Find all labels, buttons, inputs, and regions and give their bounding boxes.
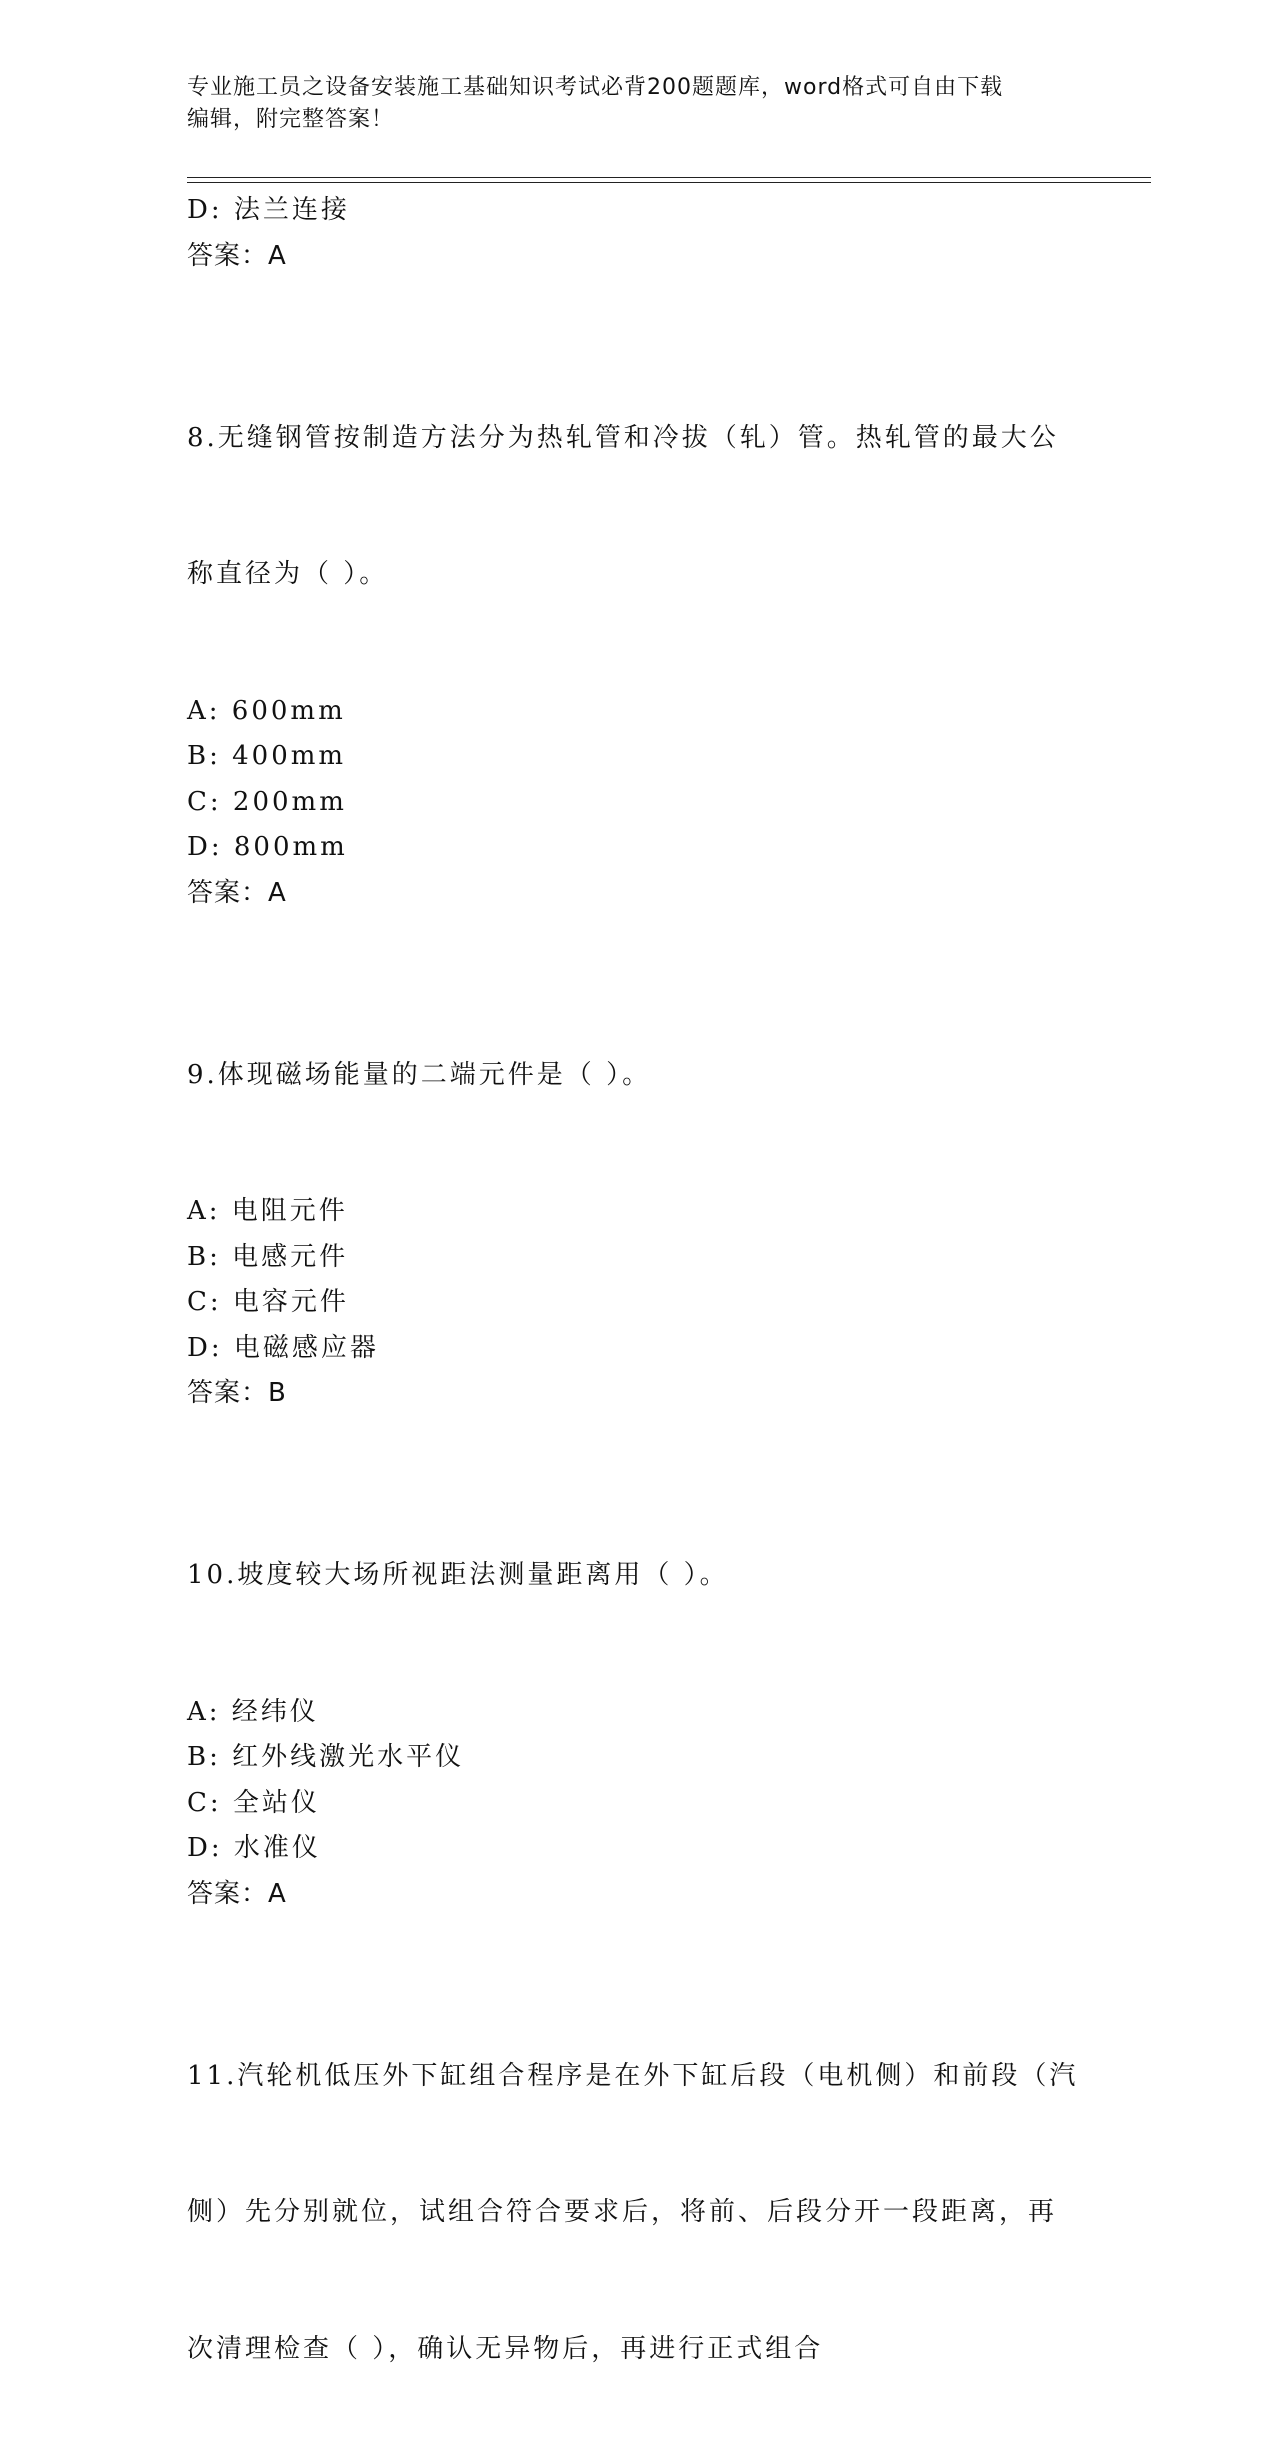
option-a: A: 经纬仪 bbox=[187, 1690, 1087, 1736]
spacer bbox=[187, 279, 1087, 325]
question-list bbox=[187, 188, 1087, 2463]
answer: 答案：B bbox=[187, 1371, 1087, 1417]
question-text-line: 称直径为（ ）。 bbox=[187, 552, 1087, 598]
question-text bbox=[187, 1963, 1087, 2463]
question-text-line: 8.无缝钢管按制造方法分为热轧管和冷拔（轧）管。热轧管的最大公 bbox=[187, 416, 1087, 462]
question-11 bbox=[187, 1963, 1087, 2463]
option-b: B: 电感元件 bbox=[187, 1235, 1087, 1281]
answer: 答案：A bbox=[187, 1872, 1087, 1918]
option-b: B: 红外线激光水平仪 bbox=[187, 1735, 1087, 1781]
question-text-line: 次清理检查（ ），确认无异物后，再进行正式组合 bbox=[187, 2327, 1087, 2373]
prev-answer: 答案：A bbox=[187, 234, 1087, 280]
header-divider-bottom bbox=[187, 182, 1151, 183]
option-d: D: 800mm bbox=[187, 825, 1087, 871]
answer: 答案：A bbox=[187, 871, 1087, 917]
option-c: C: 电容元件 bbox=[187, 1280, 1087, 1326]
header-divider-top bbox=[187, 177, 1151, 178]
spacer bbox=[187, 1417, 1087, 1463]
option-d: D: 电磁感应器 bbox=[187, 1326, 1087, 1372]
question-text bbox=[187, 962, 1087, 1190]
option-b: B: 400mm bbox=[187, 734, 1087, 780]
question-text bbox=[187, 325, 1087, 689]
question-10 bbox=[187, 1462, 1087, 1917]
option-c: C: 200mm bbox=[187, 780, 1087, 826]
spacer bbox=[187, 1917, 1087, 1963]
question-text-line: 9.体现磁场能量的二端元件是（ ）。 bbox=[187, 1053, 1087, 1099]
question-text bbox=[187, 1462, 1087, 1690]
header-line-1: 专业施工员之设备安装施工基础知识考试必背200题题库，word格式可自由下载 bbox=[187, 72, 1067, 104]
spacer bbox=[187, 916, 1087, 962]
header-line-2: 编辑，附完整答案！ bbox=[187, 104, 1067, 136]
question-text-line: 10.坡度较大场所视距法测量距离用（ ）。 bbox=[187, 1553, 1087, 1599]
option-a: A: 600mm bbox=[187, 689, 1087, 735]
question-text-line: 11.汽轮机低压外下缸组合程序是在外下缸后段（电机侧）和前段（汽 bbox=[187, 2054, 1087, 2100]
prev-option-d: D: 法兰连接 bbox=[187, 188, 1087, 234]
option-d: D: 水准仪 bbox=[187, 1826, 1087, 1872]
option-a: A: 电阻元件 bbox=[187, 1189, 1087, 1235]
question-9 bbox=[187, 962, 1087, 1417]
question-text-line: 侧）先分别就位，试组合符合要求后，将前、后段分开一段距离，再 bbox=[187, 2190, 1087, 2236]
question-8 bbox=[187, 325, 1087, 917]
option-c: C: 全站仪 bbox=[187, 1781, 1087, 1827]
document-header bbox=[187, 72, 1067, 136]
